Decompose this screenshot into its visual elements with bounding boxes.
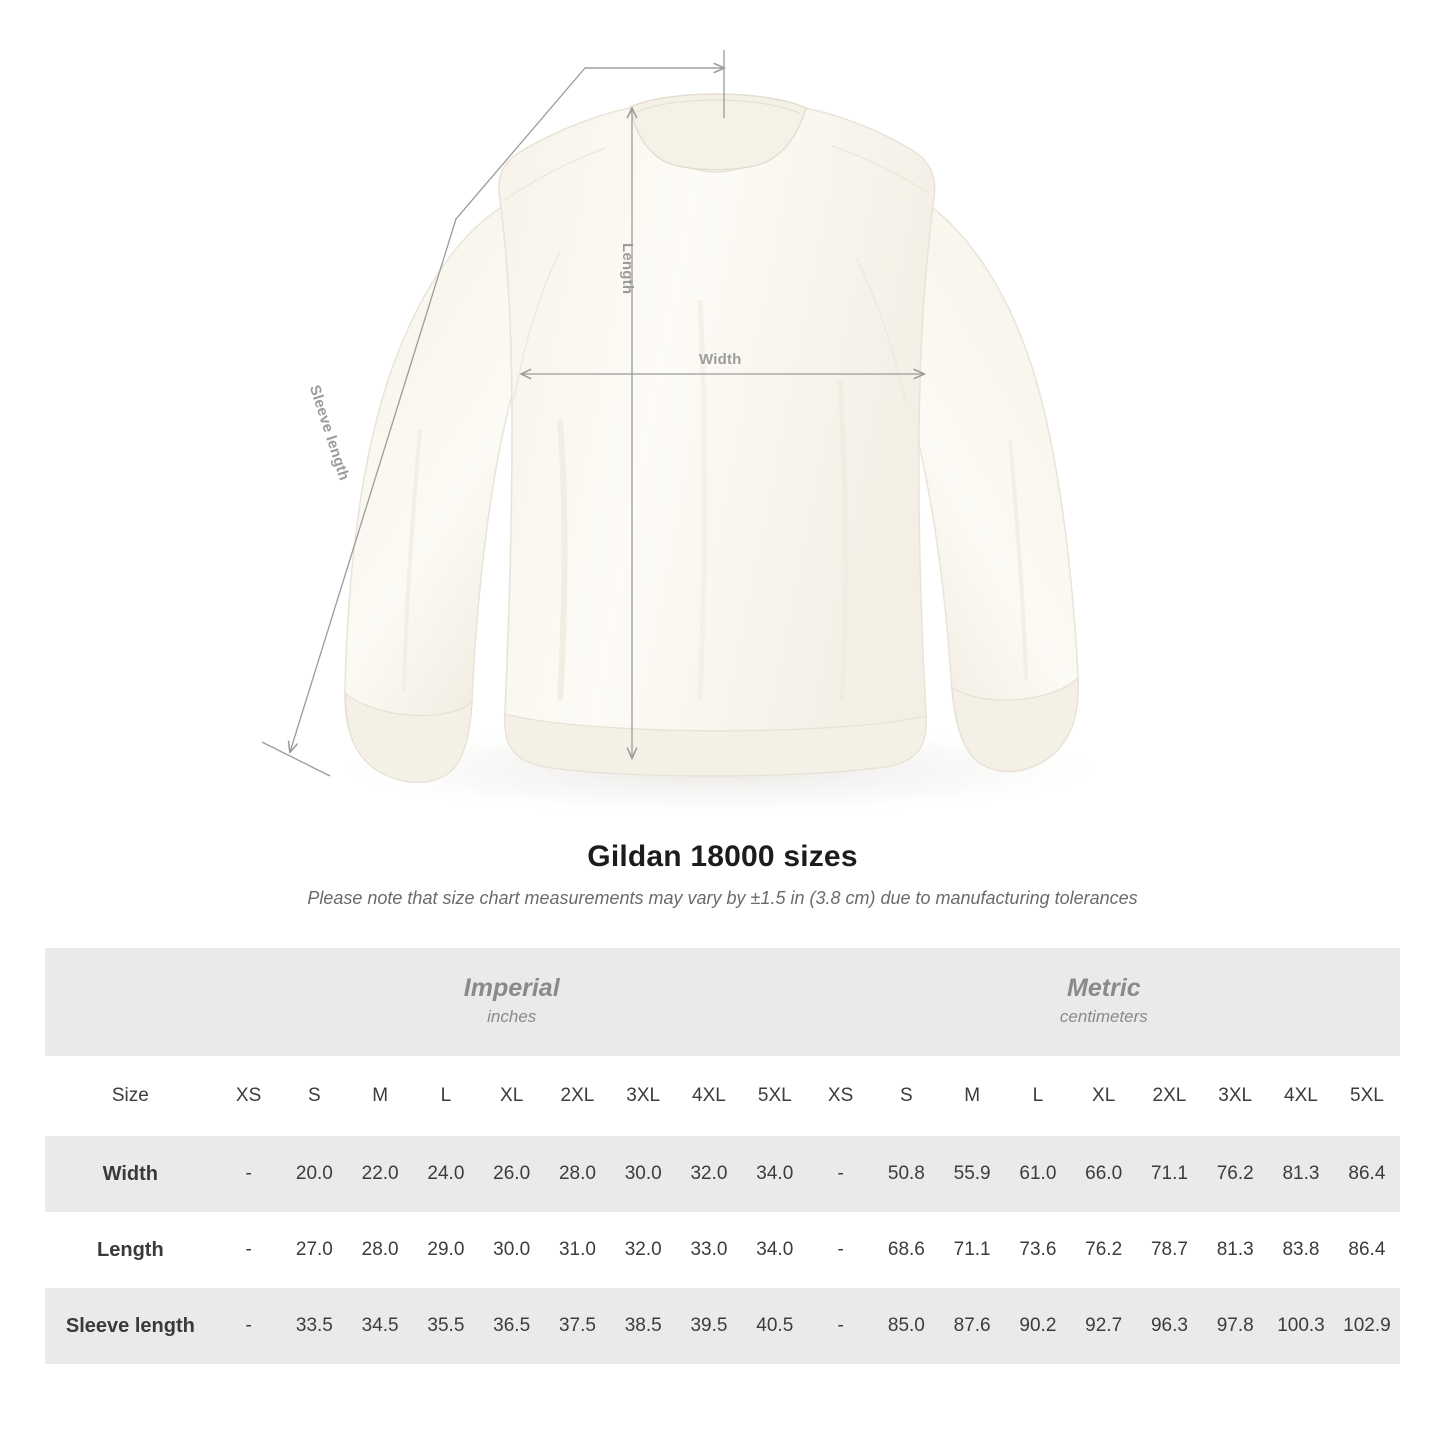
imperial-system-label: Imperial — [463, 974, 560, 1003]
cell-length-metric-4xl: 83.8 — [1268, 1212, 1334, 1288]
cell-sleeve-imperial-3xl: 38.5 — [610, 1288, 676, 1364]
table-row — [45, 1212, 1400, 1288]
cell-width-imperial-5xl: 34.0 — [742, 1136, 808, 1212]
header-metric-5xl: 5XL — [1334, 1056, 1400, 1136]
cell-width-metric-3xl: 76.2 — [1202, 1136, 1268, 1212]
cell-width-imperial-2xl: 28.0 — [545, 1136, 611, 1212]
header-imperial-s: S — [281, 1056, 347, 1136]
header-imperial-2xl: 2XL — [545, 1056, 611, 1136]
cell-length-metric-m: 71.1 — [939, 1212, 1005, 1288]
chart-heading — [0, 840, 1445, 909]
cell-sleeve-imperial-xs: - — [216, 1288, 282, 1364]
cell-length-metric-l: 73.6 — [1005, 1212, 1071, 1288]
cell-sleeve-metric-5xl: 102.9 — [1334, 1288, 1400, 1364]
size-table — [45, 948, 1400, 1364]
imperial-unit-cell — [216, 948, 808, 1056]
cell-sleeve-metric-m: 87.6 — [939, 1288, 1005, 1364]
length-dimension-label: Length — [619, 243, 636, 295]
cell-length-metric-2xl: 78.7 — [1137, 1212, 1203, 1288]
cell-width-imperial-s: 20.0 — [281, 1136, 347, 1212]
header-metric-2xl: 2XL — [1137, 1056, 1203, 1136]
cell-length-imperial-3xl: 32.0 — [610, 1212, 676, 1288]
row-label-length: Length — [45, 1212, 216, 1288]
header-metric-xs: XS — [808, 1056, 874, 1136]
cell-length-metric-3xl: 81.3 — [1202, 1212, 1268, 1288]
header-imperial-l: L — [413, 1056, 479, 1136]
cell-width-metric-m: 55.9 — [939, 1136, 1005, 1212]
cell-length-metric-s: 68.6 — [873, 1212, 939, 1288]
metric-unit-label: centimeters — [1059, 1007, 1148, 1027]
cell-sleeve-imperial-5xl: 40.5 — [742, 1288, 808, 1364]
cell-width-imperial-l: 24.0 — [413, 1136, 479, 1212]
cell-width-imperial-xl: 26.0 — [479, 1136, 545, 1212]
cell-width-imperial-3xl: 30.0 — [610, 1136, 676, 1212]
cell-sleeve-imperial-l: 35.5 — [413, 1288, 479, 1364]
unit-banner-row — [45, 948, 1400, 1056]
cell-sleeve-metric-s: 85.0 — [873, 1288, 939, 1364]
header-imperial-3xl: 3XL — [610, 1056, 676, 1136]
metric-system-label: Metric — [1067, 974, 1141, 1003]
cell-width-metric-2xl: 71.1 — [1137, 1136, 1203, 1212]
header-imperial-4xl: 4XL — [676, 1056, 742, 1136]
cell-sleeve-metric-xs: - — [808, 1288, 874, 1364]
cell-length-imperial-xs: - — [216, 1212, 282, 1288]
cell-length-imperial-5xl: 34.0 — [742, 1212, 808, 1288]
metric-unit-cell — [808, 948, 1400, 1056]
row-label-sleeve-length: Sleeve length — [45, 1288, 216, 1364]
header-metric-xl: XL — [1071, 1056, 1137, 1136]
tolerance-note: Please note that size chart measurements may vary by ±1.5 in (3.8 cm) due to manufacturing tolerances — [307, 888, 1138, 908]
cell-sleeve-imperial-s: 33.5 — [281, 1288, 347, 1364]
cell-sleeve-metric-3xl: 97.8 — [1202, 1288, 1268, 1364]
cell-sleeve-metric-4xl: 100.3 — [1268, 1288, 1334, 1364]
cell-width-imperial-4xl: 32.0 — [676, 1136, 742, 1212]
cell-width-metric-4xl: 81.3 — [1268, 1136, 1334, 1212]
header-imperial-m: M — [347, 1056, 413, 1136]
cell-sleeve-imperial-2xl: 37.5 — [545, 1288, 611, 1364]
cell-width-metric-l: 61.0 — [1005, 1136, 1071, 1212]
header-metric-l: L — [1005, 1056, 1071, 1136]
cell-length-imperial-s: 27.0 — [281, 1212, 347, 1288]
cell-width-imperial-xs: - — [216, 1136, 282, 1212]
imperial-unit-label: inches — [487, 1007, 537, 1027]
header-metric-4xl: 4XL — [1268, 1056, 1334, 1136]
header-metric-3xl: 3XL — [1202, 1056, 1268, 1136]
cell-sleeve-metric-2xl: 96.3 — [1137, 1288, 1203, 1364]
cell-length-metric-xl: 76.2 — [1071, 1212, 1137, 1288]
sleeve-length-dimension-label: Sleeve length — [305, 383, 353, 483]
header-imperial-xl: XL — [479, 1056, 545, 1136]
cell-width-imperial-m: 22.0 — [347, 1136, 413, 1212]
table-header-row — [45, 1056, 1400, 1136]
header-imperial-xs: XS — [216, 1056, 282, 1136]
header-metric-m: M — [939, 1056, 1005, 1136]
table-row — [45, 1136, 1400, 1212]
cell-width-metric-5xl: 86.4 — [1334, 1136, 1400, 1212]
row-label-width: Width — [45, 1136, 216, 1212]
cell-length-imperial-4xl: 33.0 — [676, 1212, 742, 1288]
cell-width-metric-xs: - — [808, 1136, 874, 1212]
cell-length-imperial-m: 28.0 — [347, 1212, 413, 1288]
unit-banner-spacer — [45, 948, 216, 1056]
cell-sleeve-imperial-4xl: 39.5 — [676, 1288, 742, 1364]
cell-width-metric-xl: 66.0 — [1071, 1136, 1137, 1212]
size-header-cell: Size — [45, 1056, 216, 1136]
cell-length-metric-xs: - — [808, 1212, 874, 1288]
cell-sleeve-metric-xl: 92.7 — [1071, 1288, 1137, 1364]
header-metric-s: S — [873, 1056, 939, 1136]
size-table-container — [45, 948, 1400, 1364]
cell-length-metric-5xl: 86.4 — [1334, 1212, 1400, 1288]
cell-sleeve-imperial-xl: 36.5 — [479, 1288, 545, 1364]
cell-length-imperial-xl: 30.0 — [479, 1212, 545, 1288]
cell-sleeve-metric-l: 90.2 — [1005, 1288, 1071, 1364]
cell-length-imperial-l: 29.0 — [413, 1212, 479, 1288]
cell-sleeve-imperial-m: 34.5 — [347, 1288, 413, 1364]
header-imperial-5xl: 5XL — [742, 1056, 808, 1136]
cell-width-metric-s: 50.8 — [873, 1136, 939, 1212]
table-row — [45, 1288, 1400, 1364]
width-dimension-label: Width — [699, 351, 742, 368]
page-title: Gildan 18000 sizes — [587, 840, 858, 873]
cell-length-imperial-2xl: 31.0 — [545, 1212, 611, 1288]
